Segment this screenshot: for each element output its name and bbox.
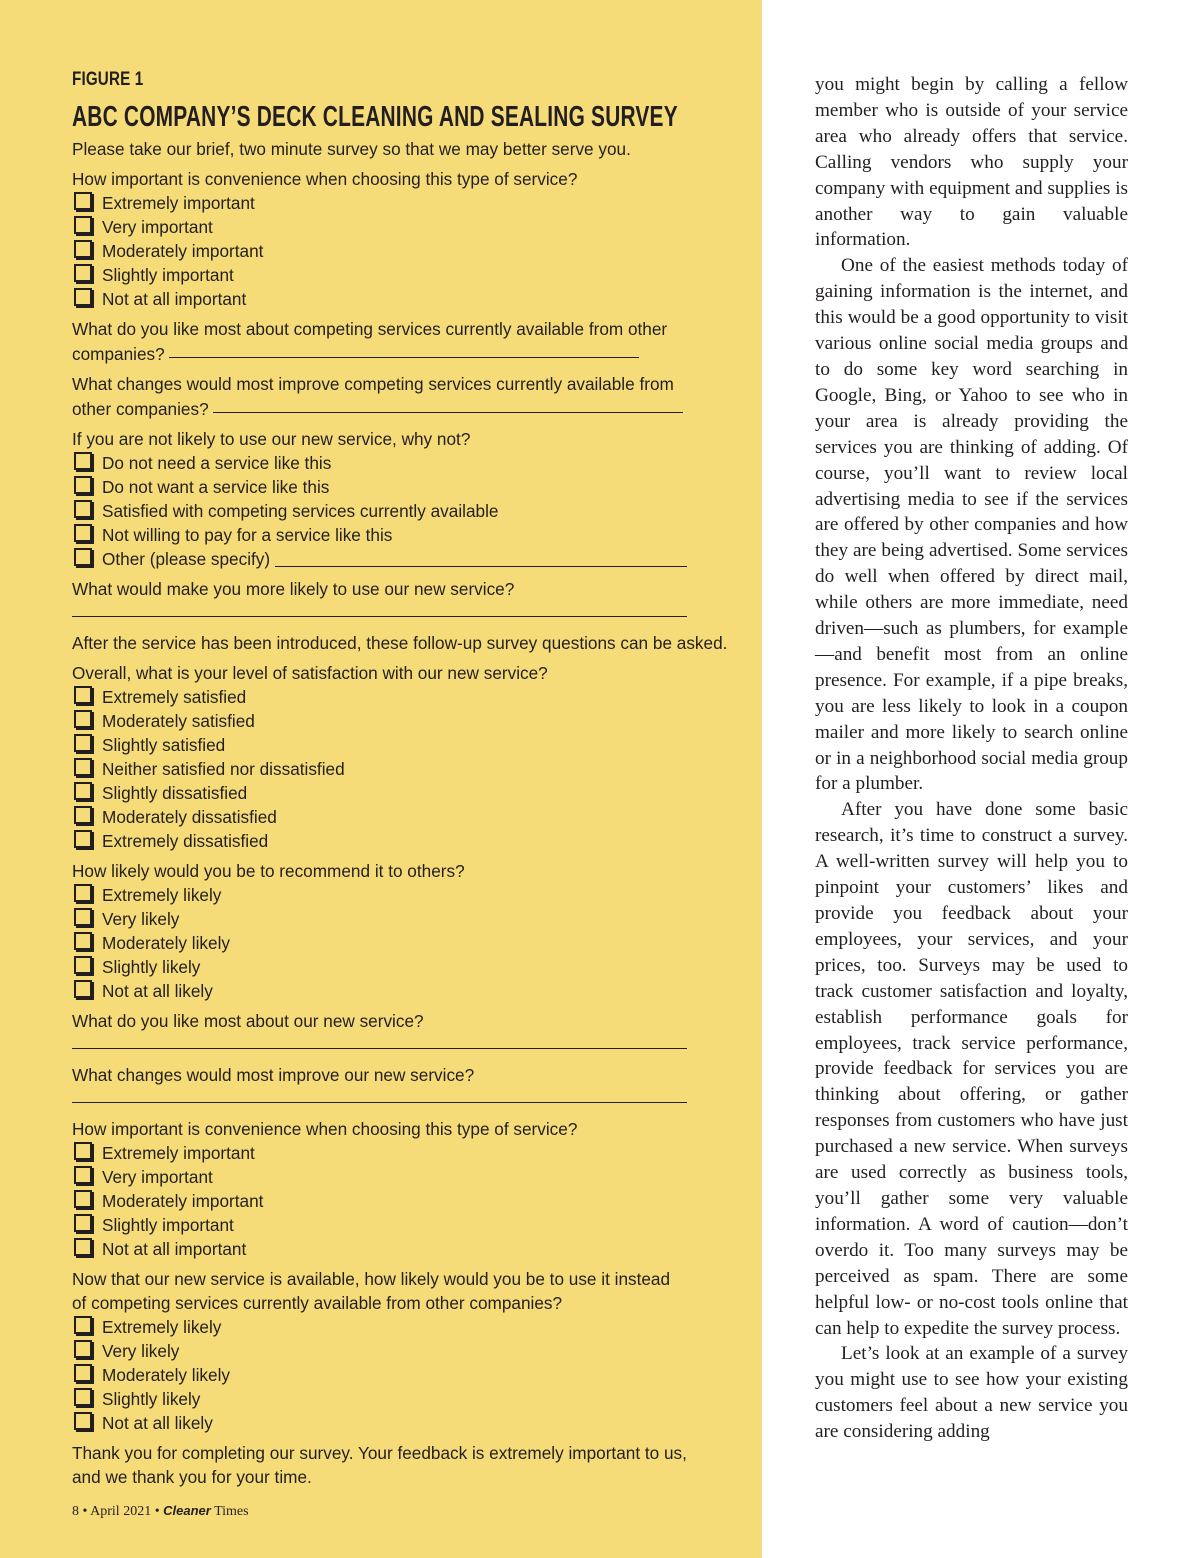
question-line: companies?: [72, 344, 165, 364]
option-row[interactable]: [72, 883, 752, 907]
question-like-new: What do you like most about our new service?: [72, 1011, 424, 1031]
option-label: Not at all likely: [102, 981, 213, 1001]
option-row[interactable]: [72, 1237, 752, 1261]
option-row[interactable]: [72, 1387, 752, 1411]
checkbox[interactable]: [74, 476, 92, 494]
question-line-with-blank: [72, 341, 752, 366]
options-why-not: [72, 451, 752, 571]
checkbox[interactable]: [74, 980, 92, 998]
option-label: Moderately likely: [102, 1365, 230, 1385]
question-line-with-blank: [72, 396, 752, 421]
article-column: [815, 72, 1128, 1445]
issue-date: April 2021: [90, 1504, 152, 1519]
option-label: Very likely: [102, 1341, 180, 1361]
answer-blank[interactable]: [72, 1088, 687, 1103]
checkbox[interactable]: [74, 500, 92, 518]
option-label: Moderately important: [102, 1191, 264, 1211]
option-row[interactable]: [72, 239, 752, 263]
option-label: Very important: [102, 1167, 213, 1187]
option-row[interactable]: [72, 781, 752, 805]
option-row[interactable]: [72, 979, 752, 1003]
followup-note: After the service has been introduced, these follow-up survey questions can be asked.: [72, 633, 728, 653]
checkbox[interactable]: [74, 710, 92, 728]
option-label: Very likely: [102, 909, 180, 929]
article-paragraph: After you have done some basic research, it’s time to construct a survey. A well-written survey will help you to pinpoint your customers’ likes and provide you feedback about your employees, your services, and your prices, too. Surveys may be used to track customer satisfaction and loyalty, establish performance goals for employees, track service performance, provide feedback for services you are thinking about offering, or gather responses from customers who have just purchased a new service. When surveys are used correctly as business tools, you’ll gather some very valuable information. A word of caution—don’t overdo it. Too many surveys may be perceived as spam. There are some helpful low- or no-cost tools online that can help to expedite the survey process.: [815, 799, 1128, 1339]
checkbox[interactable]: [74, 1388, 92, 1406]
option-label: Other (please specify): [102, 549, 271, 569]
checkbox[interactable]: [74, 452, 92, 470]
option-label: Moderately important: [102, 241, 264, 261]
checkbox[interactable]: [74, 548, 92, 566]
answer-blank[interactable]: [275, 548, 687, 567]
option-row[interactable]: [72, 829, 752, 853]
checkbox[interactable]: [74, 686, 92, 704]
question-convenience-repeat: How important is convenience when choosing this type of service?: [72, 1119, 578, 1139]
option-label: Extremely likely: [102, 1317, 222, 1337]
option-row[interactable]: [72, 805, 752, 829]
question-line: of competing services currently available from other companies?: [72, 1293, 563, 1313]
question-convenience: How important is convenience when choosing this type of service?: [72, 169, 578, 189]
survey-thanks: Thank you for completing our survey. Your feedback is extremely important to us, and we thank you for your time.: [72, 1443, 687, 1487]
checkbox[interactable]: [74, 264, 92, 282]
checkbox[interactable]: [74, 1238, 92, 1256]
checkbox[interactable]: [74, 956, 92, 974]
options-satisfaction: [72, 685, 752, 853]
option-label: Moderately likely: [102, 933, 230, 953]
answer-line: [72, 601, 752, 625]
option-row[interactable]: [72, 287, 752, 311]
magazine-name-italic: Cleaner: [163, 1503, 211, 1518]
question-line: What changes would most improve competing services currently available from: [72, 374, 674, 394]
question-line: other companies?: [72, 399, 209, 419]
question-recommend: How likely would you be to recommend it to others?: [72, 861, 465, 881]
option-label: Satisfied with competing services currently available: [102, 501, 499, 521]
checkbox[interactable]: [74, 1214, 92, 1232]
option-row[interactable]: [72, 475, 752, 499]
answer-blank[interactable]: [169, 339, 639, 358]
option-row[interactable]: [72, 523, 752, 547]
option-row[interactable]: [72, 907, 752, 931]
checkbox[interactable]: [74, 192, 92, 210]
option-label: Slightly important: [102, 1215, 234, 1235]
option-label: Not at all important: [102, 289, 247, 309]
options-convenience: [72, 191, 752, 311]
checkbox[interactable]: [74, 1142, 92, 1160]
option-label: Extremely dissatisfied: [102, 831, 269, 851]
checkbox[interactable]: [74, 1166, 92, 1184]
option-row[interactable]: [72, 263, 752, 287]
option-row[interactable]: [72, 955, 752, 979]
question-line: Now that our new service is available, how likely would you be to use it instead: [72, 1269, 671, 1289]
option-row[interactable]: [72, 1315, 752, 1339]
option-row[interactable]: [72, 215, 752, 239]
option-row[interactable]: [72, 499, 752, 523]
option-row[interactable]: [72, 931, 752, 955]
question-why-not: If you are not likely to use our new service, why not?: [72, 429, 471, 449]
question-line: What do you like most about competing services currently available from other: [72, 319, 668, 339]
option-label: Not at all important: [102, 1239, 247, 1259]
option-row[interactable]: [72, 757, 752, 781]
checkbox[interactable]: [74, 1316, 92, 1334]
checkbox[interactable]: [74, 1190, 92, 1208]
checkbox[interactable]: [74, 782, 92, 800]
option-row[interactable]: [72, 733, 752, 757]
checkbox[interactable]: [74, 830, 92, 848]
question-like-competing: [72, 317, 752, 366]
options-recommend: [72, 883, 752, 1003]
option-label: Not at all likely: [102, 1413, 213, 1433]
option-label: Extremely important: [102, 193, 255, 213]
option-label: Slightly likely: [102, 957, 201, 977]
option-row[interactable]: [72, 1141, 752, 1165]
checkbox[interactable]: [74, 216, 92, 234]
option-label: Extremely important: [102, 1143, 255, 1163]
option-row-other[interactable]: [72, 547, 752, 571]
option-label: Do not want a service like this: [102, 477, 330, 497]
option-row[interactable]: [72, 1165, 752, 1189]
answer-blank[interactable]: [72, 602, 687, 617]
option-row[interactable]: [72, 1339, 752, 1363]
option-label: Slightly important: [102, 265, 234, 285]
option-label: Extremely likely: [102, 885, 222, 905]
question-improve-competing: [72, 372, 752, 421]
checkbox[interactable]: [74, 1340, 92, 1358]
answer-line: [72, 1087, 752, 1111]
option-label: Do not need a service like this: [102, 453, 332, 473]
option-label: Very important: [102, 217, 213, 237]
option-row[interactable]: [72, 451, 752, 475]
option-row[interactable]: [72, 685, 752, 709]
answer-line: [72, 1033, 752, 1057]
question-more-likely: What would make you more likely to use our new service?: [72, 579, 515, 599]
option-row[interactable]: [72, 1213, 752, 1237]
checkbox[interactable]: [74, 806, 92, 824]
option-label: Moderately satisfied: [102, 711, 255, 731]
option-label: Neither satisfied nor dissatisfied: [102, 759, 345, 779]
option-label: Moderately dissatisfied: [102, 807, 277, 827]
question-satisfaction: Overall, what is your level of satisfaction with our new service?: [72, 663, 548, 683]
options-use-instead: [72, 1315, 752, 1435]
checkbox[interactable]: [74, 908, 92, 926]
option-row[interactable]: [72, 709, 752, 733]
figure-title: ABC COMPANY’S DECK CLEANING AND SEALING SURVEY: [72, 101, 678, 133]
figure-label: FIGURE 1: [72, 69, 144, 90]
page-number: 8: [72, 1504, 79, 1519]
checkbox[interactable]: [74, 734, 92, 752]
options-convenience-repeat: [72, 1141, 752, 1261]
survey-figure: [72, 68, 752, 1489]
page-footer: [72, 1503, 249, 1520]
article-paragraph: One of the easiest methods today of gaining information is the internet, and this would be a good opportunity to visit various online social media groups and to do some key word searching in Google, Bing, or Yahoo to see who in your area is already providing the services you are thinking of adding. Of course, you’ll want to review local advertising media to see if the services are offered by other companies and how they are being advertised. Some services do well when offered by direct mail, while others are more immediate, need driven—such as plumbers, for example—and benefit most from an online presence. For example, if a pipe breaks, you are less likely to look in a coupon mailer and more likely to search online or in a neighborhood social media group for a plumber.: [815, 255, 1128, 795]
answer-blank[interactable]: [72, 1034, 687, 1049]
checkbox[interactable]: [74, 1364, 92, 1382]
article-paragraph: Let’s look at an example of a survey you might use to see how your existing customers feel about a new service you are considering adding: [815, 1343, 1128, 1443]
option-row[interactable]: [72, 1411, 752, 1435]
checkbox[interactable]: [74, 524, 92, 542]
option-label: Slightly likely: [102, 1389, 201, 1409]
option-row[interactable]: [72, 1189, 752, 1213]
checkbox[interactable]: [74, 884, 92, 902]
option-label: Not willing to pay for a service like this: [102, 525, 393, 545]
footer-bullet: •: [82, 1504, 88, 1519]
question-use-instead: [72, 1267, 752, 1315]
checkbox[interactable]: [74, 758, 92, 776]
magazine-name: Times: [214, 1504, 249, 1519]
answer-blank[interactable]: [213, 394, 683, 413]
survey-intro: Please take our brief, two minute survey so that we may better serve you.: [72, 139, 631, 159]
footer-bullet: •: [154, 1504, 160, 1519]
option-label: Slightly dissatisfied: [102, 783, 248, 803]
option-row[interactable]: [72, 191, 752, 215]
checkbox[interactable]: [74, 288, 92, 306]
checkbox[interactable]: [74, 240, 92, 258]
article-paragraph: you might begin by calling a fellow member who is outside of your service area who already offers that service. Calling vendors who supply your company with equipment and supplies is another way to gain valuable information.: [815, 74, 1128, 251]
checkbox[interactable]: [74, 1412, 92, 1430]
question-improve-new: What changes would most improve our new service?: [72, 1065, 475, 1085]
option-label: Extremely satisfied: [102, 687, 247, 707]
option-row[interactable]: [72, 1363, 752, 1387]
checkbox[interactable]: [74, 932, 92, 950]
option-label: Slightly satisfied: [102, 735, 226, 755]
